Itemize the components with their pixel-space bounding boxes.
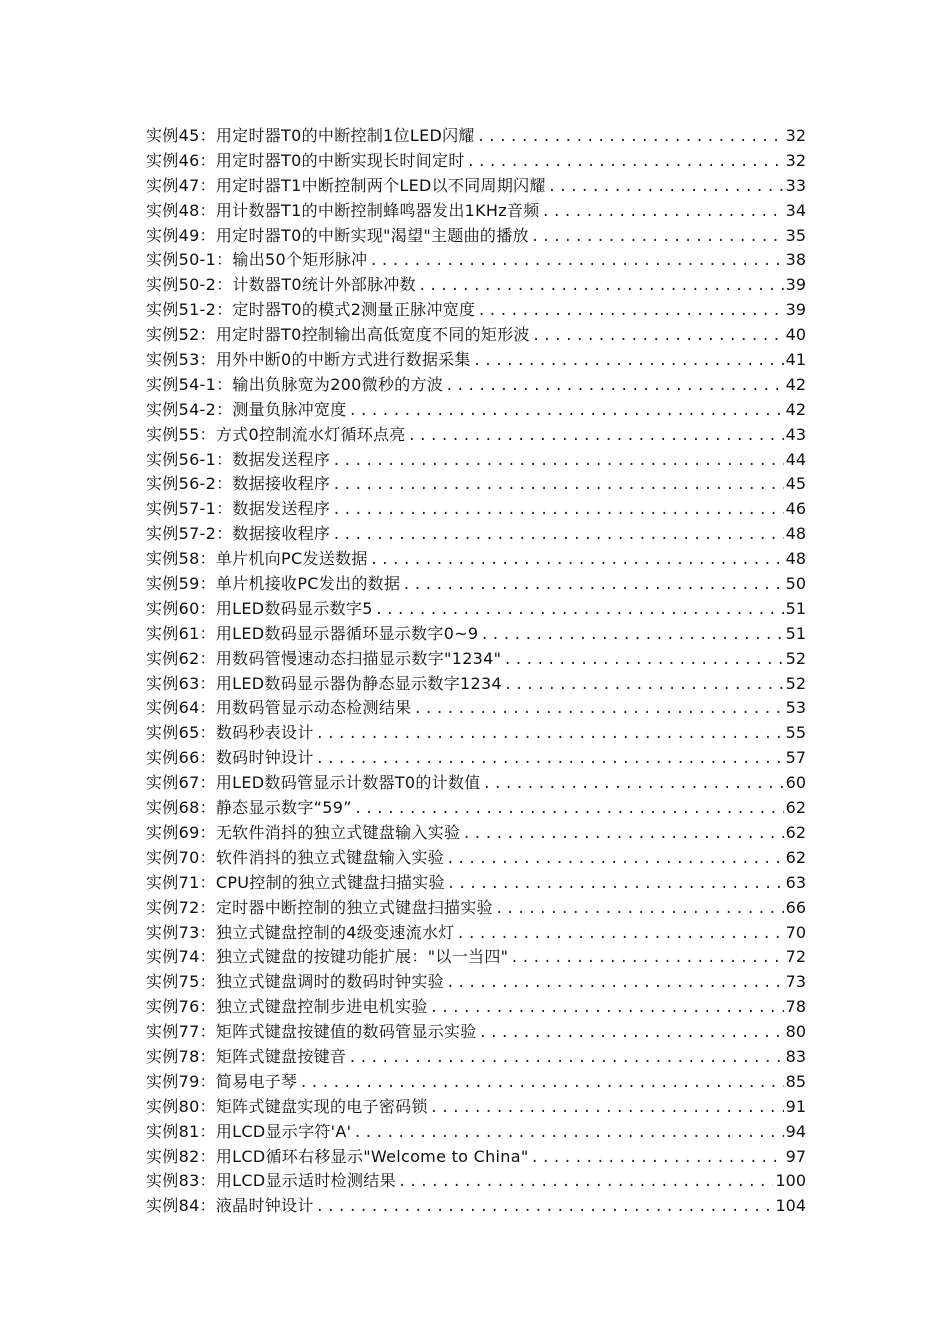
toc-dot-leader bbox=[503, 648, 783, 672]
toc-entry-page-number: 100 bbox=[775, 1171, 806, 1191]
toc-entry-title: 实例79：简易电子琴 bbox=[146, 1071, 298, 1091]
toc-entry-title: 实例45：用定时器T0的中断控制1位LED闪耀 bbox=[146, 126, 475, 145]
toc-dot-leader bbox=[332, 449, 783, 473]
toc-entry[interactable] bbox=[146, 1095, 806, 1120]
toc-entry-title: 实例47：用定时器T1中断控制两个LED以不同周期闪耀 bbox=[146, 175, 546, 195]
toc-entry-page-number: 41 bbox=[785, 350, 806, 370]
toc-entry[interactable] bbox=[146, 995, 806, 1020]
toc-entry-title: 实例70：软件消抖的独立式键盘输入实验 bbox=[146, 847, 445, 867]
toc-dot-leader bbox=[332, 473, 783, 497]
toc-dot-leader bbox=[446, 847, 784, 871]
toc-entry-title: 实例52：用定时器T0控制输出高低宽度不同的矩形波 bbox=[146, 325, 530, 345]
toc-entry-title: 实例59：单片机接收PC发出的数据 bbox=[146, 574, 401, 594]
toc-entry-page-number: 55 bbox=[785, 723, 806, 743]
toc-entry[interactable] bbox=[146, 945, 806, 970]
table-of-contents bbox=[146, 124, 806, 1219]
toc-entry-title: 实例53：用外中断0的中断方式进行数据采集 bbox=[146, 350, 471, 370]
toc-entry[interactable] bbox=[146, 1120, 806, 1145]
toc-entry-page-number: 48 bbox=[785, 524, 806, 544]
toc-entry-title: 实例80：矩阵式键盘实现的电子密码锁 bbox=[146, 1096, 428, 1116]
toc-dot-leader bbox=[332, 498, 783, 522]
toc-entry-title: 实例73：独立式键盘控制的4级变速流水灯 bbox=[146, 922, 455, 942]
toc-entry-title: 实例54-2：测量负脉冲宽度 bbox=[146, 399, 347, 419]
toc-entry[interactable] bbox=[146, 199, 806, 224]
toc-entry[interactable] bbox=[146, 597, 806, 622]
toc-dot-leader bbox=[446, 971, 784, 995]
toc-dot-leader bbox=[430, 1096, 784, 1120]
toc-entry[interactable] bbox=[146, 721, 806, 746]
toc-dot-leader bbox=[548, 175, 784, 199]
toc-entry[interactable] bbox=[146, 547, 806, 572]
toc-dot-leader bbox=[467, 150, 784, 174]
toc-entry-title: 实例74：独立式键盘的按键功能扩展："以一当四" bbox=[146, 947, 509, 967]
toc-dot-leader bbox=[504, 673, 784, 697]
toc-dot-leader bbox=[348, 1046, 783, 1070]
toc-dot-leader bbox=[473, 349, 784, 373]
toc-dot-leader bbox=[413, 697, 783, 721]
toc-entry[interactable] bbox=[146, 970, 806, 995]
toc-entry-page-number: 48 bbox=[785, 549, 806, 569]
toc-entry-page-number: 46 bbox=[785, 499, 806, 519]
toc-entry[interactable] bbox=[146, 149, 806, 174]
toc-entry-title: 实例51-2：定时器T0的模式2测量正脉冲宽度 bbox=[146, 300, 476, 320]
toc-entry-page-number: 72 bbox=[785, 947, 806, 967]
toc-entry-title: 实例55：方式0控制流水灯循环点亮 bbox=[146, 424, 406, 444]
toc-entry-title: 实例57-1：数据发送程序 bbox=[146, 499, 331, 519]
toc-dot-leader bbox=[477, 299, 783, 323]
toc-entry-title: 实例84：液晶时钟设计 bbox=[146, 1196, 314, 1216]
toc-entry[interactable] bbox=[146, 871, 806, 896]
toc-entry[interactable] bbox=[146, 323, 806, 348]
toc-entry-page-number: 70 bbox=[785, 922, 806, 942]
toc-entry[interactable] bbox=[146, 746, 806, 771]
toc-entry-page-number: 60 bbox=[785, 773, 806, 793]
toc-entry[interactable] bbox=[146, 497, 806, 522]
toc-entry-page-number: 62 bbox=[785, 847, 806, 867]
toc-entry-page-number: 42 bbox=[785, 399, 806, 419]
toc-entry-page-number: 52 bbox=[785, 648, 806, 668]
toc-entry[interactable] bbox=[146, 423, 806, 448]
toc-dot-leader bbox=[375, 598, 784, 622]
toc-entry-title: 实例66：数码时钟设计 bbox=[146, 748, 314, 768]
toc-entry-title: 实例50-2：计数器T0统计外部脉冲数 bbox=[146, 275, 416, 295]
toc-entry[interactable] bbox=[146, 298, 806, 323]
toc-entry[interactable] bbox=[146, 1145, 806, 1170]
toc-entry-page-number: 80 bbox=[785, 1022, 806, 1042]
toc-dot-leader bbox=[332, 523, 783, 547]
toc-entry-title: 实例65：数码秒表设计 bbox=[146, 723, 314, 743]
toc-entry-page-number: 104 bbox=[775, 1196, 806, 1216]
toc-entry-title: 实例83：用LCD显示适时检测结果 bbox=[146, 1171, 396, 1191]
toc-entry-title: 实例81：用LCD显示字符'A' bbox=[146, 1121, 352, 1141]
toc-entry-page-number: 62 bbox=[785, 822, 806, 842]
toc-entry-page-number: 45 bbox=[785, 474, 806, 494]
toc-dot-leader bbox=[457, 922, 784, 946]
toc-entry[interactable] bbox=[146, 1020, 806, 1045]
toc-entry-title: 实例63：用LED数码显示器伪静态显示数字1234 bbox=[146, 673, 502, 693]
toc-entry-page-number: 51 bbox=[785, 598, 806, 618]
toc-entry-title: 实例57-2：数据接收程序 bbox=[146, 524, 331, 544]
toc-entry-title: 实例71：CPU控制的独立式键盘扫描实验 bbox=[146, 872, 445, 892]
toc-entry-title: 实例60：用LED数码显示数字5 bbox=[146, 598, 373, 618]
toc-entry-title: 实例56-1：数据发送程序 bbox=[146, 449, 331, 469]
toc-entry-page-number: 53 bbox=[785, 698, 806, 718]
toc-entry-page-number: 51 bbox=[785, 623, 806, 643]
toc-dot-leader bbox=[531, 1146, 784, 1170]
toc-entry-title: 实例61：用LED数码显示器循环显示数字0~9 bbox=[146, 623, 479, 643]
toc-dot-leader bbox=[353, 1121, 783, 1145]
toc-entry-title: 实例58：单片机向PC发送数据 bbox=[146, 549, 368, 569]
toc-entry-page-number: 52 bbox=[785, 673, 806, 693]
toc-entry-page-number: 34 bbox=[785, 200, 806, 220]
toc-dot-leader bbox=[532, 324, 784, 348]
toc-entry[interactable] bbox=[146, 696, 806, 721]
toc-dot-leader bbox=[398, 1170, 774, 1194]
toc-dot-leader bbox=[299, 1071, 783, 1095]
toc-dot-leader bbox=[316, 747, 784, 771]
toc-entry-page-number: 97 bbox=[785, 1146, 806, 1166]
toc-entry[interactable] bbox=[146, 398, 806, 423]
toc-entry-page-number: 78 bbox=[785, 997, 806, 1017]
toc-entry[interactable] bbox=[146, 124, 806, 149]
toc-entry-page-number: 39 bbox=[785, 275, 806, 295]
toc-entry[interactable] bbox=[146, 647, 806, 672]
toc-entry-title: 实例82：用LCD循环右移显示"Welcome to China" bbox=[146, 1146, 529, 1166]
toc-entry-title: 实例76：独立式键盘控制步进电机实验 bbox=[146, 997, 428, 1017]
toc-entry-title: 实例72：定时器中断控制的独立式键盘扫描实验 bbox=[146, 897, 493, 917]
toc-dot-leader bbox=[418, 274, 784, 298]
toc-dot-leader bbox=[354, 797, 784, 821]
toc-entry-title: 实例75：独立式键盘调时的数码时钟实验 bbox=[146, 972, 445, 992]
toc-entry[interactable] bbox=[146, 672, 806, 697]
toc-entry[interactable] bbox=[146, 522, 806, 547]
toc-entry-title: 实例48：用计数器T1的中断控制蜂鸣器发出1KHz音频 bbox=[146, 200, 540, 220]
toc-entry[interactable] bbox=[146, 174, 806, 199]
toc-entry[interactable] bbox=[146, 448, 806, 473]
toc-entry[interactable] bbox=[146, 472, 806, 497]
toc-entry-page-number: 35 bbox=[785, 225, 806, 245]
toc-entry-title: 实例64：用数码管显示动态检测结果 bbox=[146, 698, 412, 718]
toc-dot-leader bbox=[430, 996, 784, 1020]
toc-entry-page-number: 33 bbox=[785, 175, 806, 195]
toc-dot-leader bbox=[349, 399, 784, 423]
toc-dot-leader bbox=[370, 548, 784, 572]
toc-entry-title: 实例62：用数码管慢速动态扫描显示数字"1234" bbox=[146, 648, 502, 668]
toc-dot-leader bbox=[445, 374, 783, 398]
toc-dot-leader bbox=[495, 897, 784, 921]
toc-dot-leader bbox=[402, 573, 783, 597]
toc-entry-title: 实例49：用定时器T0的中断实现"渴望"主题曲的播放 bbox=[146, 225, 529, 245]
toc-entry[interactable] bbox=[146, 1070, 806, 1095]
toc-entry[interactable] bbox=[146, 896, 806, 921]
toc-entry-page-number: 63 bbox=[785, 872, 806, 892]
toc-entry[interactable] bbox=[146, 622, 806, 647]
toc-entry-page-number: 91 bbox=[785, 1096, 806, 1116]
toc-dot-leader bbox=[479, 1021, 784, 1045]
toc-entry-page-number: 32 bbox=[785, 126, 806, 145]
toc-entry-title: 实例78：矩阵式键盘按键音 bbox=[146, 1046, 347, 1066]
toc-dot-leader bbox=[369, 249, 783, 273]
toc-entry[interactable] bbox=[146, 224, 806, 249]
toc-entry-page-number: 38 bbox=[785, 250, 806, 270]
toc-entry-title: 实例67：用LED数码管显示计数器T0的计数值 bbox=[146, 773, 481, 793]
toc-dot-leader bbox=[483, 772, 784, 796]
toc-entry-title: 实例46：用定时器T0的中断实现长时间定时 bbox=[146, 150, 465, 170]
toc-entry-title: 实例77：矩阵式键盘按键值的数码管显示实验 bbox=[146, 1022, 477, 1042]
toc-dot-leader bbox=[542, 200, 784, 224]
toc-entry[interactable] bbox=[146, 796, 806, 821]
toc-entry-title: 实例50-1：输出50个矩形脉冲 bbox=[146, 250, 368, 270]
toc-entry-page-number: 44 bbox=[785, 449, 806, 469]
toc-entry-page-number: 66 bbox=[785, 897, 806, 917]
toc-dot-leader bbox=[477, 125, 784, 149]
toc-entry-title: 实例68：静态显示数字“59” bbox=[146, 798, 352, 818]
toc-entry-page-number: 62 bbox=[785, 798, 806, 818]
toc-entry-title: 实例54-1：输出负脉宽为200微秒的方波 bbox=[146, 374, 444, 394]
toc-entry[interactable] bbox=[146, 572, 806, 597]
toc-entry[interactable] bbox=[146, 1194, 806, 1219]
toc-entry-title: 实例56-2：数据接收程序 bbox=[146, 474, 331, 494]
toc-entry-page-number: 43 bbox=[785, 424, 806, 444]
toc-dot-leader bbox=[480, 623, 783, 647]
toc-entry-page-number: 42 bbox=[785, 374, 806, 394]
toc-dot-leader bbox=[462, 822, 783, 846]
toc-dot-leader bbox=[408, 424, 784, 448]
toc-dot-leader bbox=[316, 1195, 774, 1219]
toc-dot-leader bbox=[316, 722, 784, 746]
toc-entry[interactable] bbox=[146, 821, 806, 846]
toc-entry-page-number: 32 bbox=[785, 150, 806, 170]
toc-dot-leader bbox=[510, 946, 783, 970]
toc-entry[interactable] bbox=[146, 1045, 806, 1070]
toc-entry-page-number: 40 bbox=[785, 325, 806, 345]
toc-entry[interactable] bbox=[146, 921, 806, 946]
toc-entry[interactable] bbox=[146, 348, 806, 373]
toc-entry[interactable] bbox=[146, 771, 806, 796]
toc-entry[interactable] bbox=[146, 248, 806, 273]
toc-entry[interactable] bbox=[146, 373, 806, 398]
toc-entry-page-number: 39 bbox=[785, 300, 806, 320]
toc-entry-page-number: 50 bbox=[785, 574, 806, 594]
toc-entry[interactable] bbox=[146, 1169, 806, 1194]
toc-dot-leader bbox=[531, 225, 784, 249]
toc-entry-page-number: 85 bbox=[785, 1071, 806, 1091]
toc-entry-page-number: 83 bbox=[785, 1046, 806, 1066]
toc-entry-page-number: 73 bbox=[785, 972, 806, 992]
toc-entry[interactable] bbox=[146, 846, 806, 871]
toc-dot-leader bbox=[447, 872, 784, 896]
toc-entry-page-number: 94 bbox=[785, 1121, 806, 1141]
toc-entry-page-number: 57 bbox=[785, 748, 806, 768]
toc-entry-title: 实例69：无软件消抖的独立式键盘输入实验 bbox=[146, 822, 461, 842]
toc-entry[interactable] bbox=[146, 273, 806, 298]
